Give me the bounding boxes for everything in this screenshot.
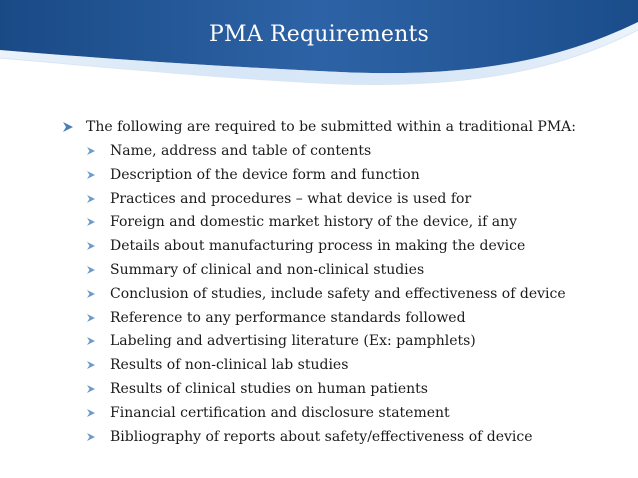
- slide-title: PMA Requirements: [209, 22, 429, 47]
- lead-bullet: [62, 117, 622, 137]
- arrow-bullet-icon: [86, 355, 100, 375]
- list-item: [86, 379, 622, 399]
- title-banner: [0, 0, 638, 100]
- list-item: [86, 189, 622, 209]
- list-item: [86, 355, 622, 375]
- lead-text: The following are required to be submitted within a traditional PMA:: [86, 119, 576, 135]
- list-item-text: Practices and procedures – what device is used for: [110, 190, 472, 207]
- list-item-text: Financial certification and disclosure statement: [110, 404, 450, 421]
- list-item-text: Conclusion of studies, include safety and effectiveness of device: [110, 285, 566, 302]
- list-item-text: Results of clinical studies on human patients: [110, 380, 428, 397]
- list-item-text: Results of non-clinical lab studies: [110, 357, 349, 374]
- arrow-bullet-icon: [86, 308, 100, 328]
- list-item: [86, 260, 622, 280]
- arrow-bullet-icon: [86, 379, 100, 399]
- arrow-bullet-icon: [86, 427, 100, 447]
- bullet-content: [62, 117, 622, 450]
- list-item: [86, 165, 622, 185]
- list-item: [86, 236, 622, 256]
- arrow-bullet-icon: [86, 141, 100, 161]
- arrow-bullet-icon: [86, 284, 100, 304]
- list-item-text: Details about manufacturing process in making the device: [110, 238, 526, 255]
- arrow-bullet-icon: [86, 165, 100, 185]
- arrow-bullet-icon: [86, 212, 100, 232]
- list-item-text: Labeling and advertising literature (Ex: pamphlets): [110, 333, 476, 350]
- list-item-text: Foreign and domestic market history of the device, if any: [110, 214, 517, 231]
- arrow-bullet-icon: [86, 403, 100, 423]
- arrow-bullet-icon: [86, 189, 100, 209]
- list-item: [86, 212, 622, 232]
- arrow-bullet-icon: [86, 260, 100, 280]
- list-item-text: Summary of clinical and non-clinical studies: [110, 261, 425, 278]
- list-item: [86, 427, 622, 447]
- list-item-text: Bibliography of reports about safety/effectiveness of device: [110, 428, 533, 445]
- list-item: [86, 141, 622, 161]
- list-item: [86, 308, 622, 328]
- list-item: [86, 284, 622, 304]
- list-item-text: Name, address and table of contents: [110, 143, 372, 159]
- list-item: [86, 331, 622, 351]
- list-item-text: Description of the device form and function: [110, 166, 420, 183]
- list-item: [86, 403, 622, 423]
- arrow-bullet-icon: [86, 331, 100, 351]
- arrow-bullet-icon: [62, 117, 78, 137]
- requirements-list: [62, 141, 622, 447]
- arrow-bullet-icon: [86, 236, 100, 256]
- list-item-text: Reference to any performance standards followed: [110, 309, 466, 326]
